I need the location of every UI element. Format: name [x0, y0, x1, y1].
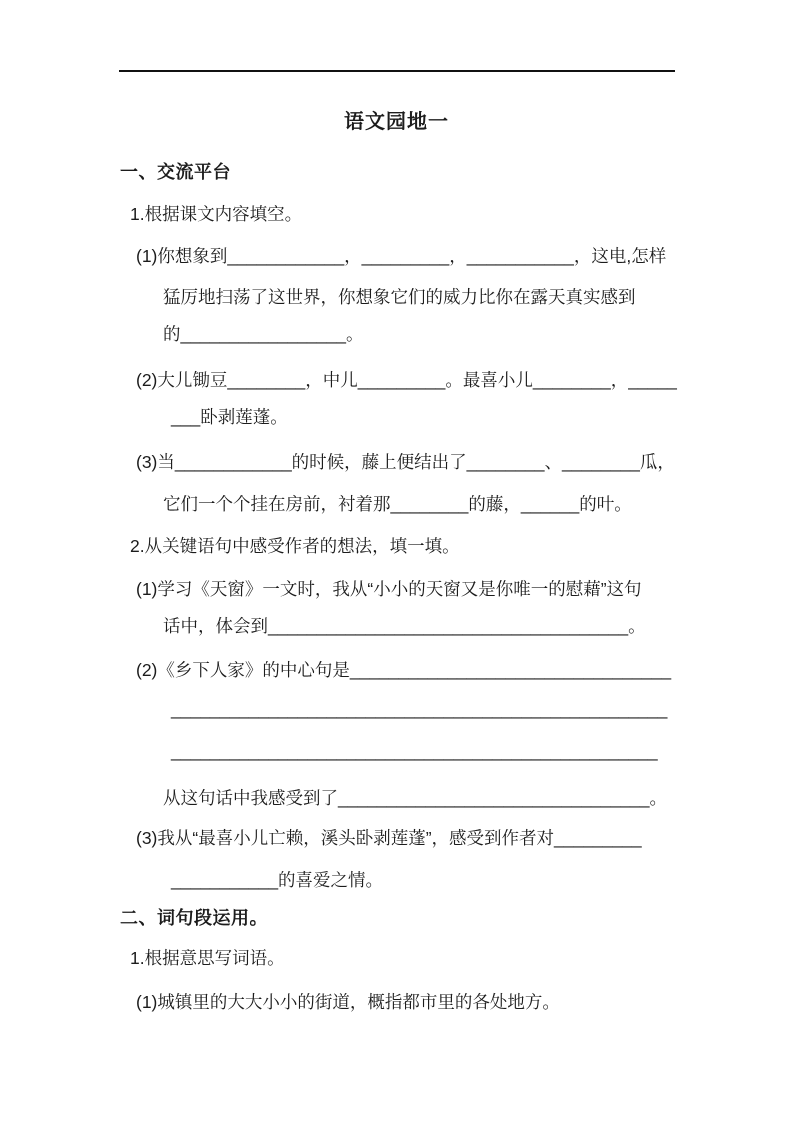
s1-q2-item-2-line-2: ___________________________________________________: [171, 699, 668, 719]
s1-q2-item-1-line-1: (1)学习《天窗》一文时，我从“小小的天窗又是你唯一的慰藉”这句: [136, 579, 642, 599]
s1-q2-prompt: 2.从关键语句中感受作者的想法，填一填。: [130, 536, 460, 556]
s1-q1-item-1-line-3: 的_________________。: [163, 324, 364, 344]
doc-title: 语文园地一: [344, 111, 449, 133]
s1-q1-item-1-line-1: (1)你想象到____________，_________，___________，这电,怎样: [136, 246, 667, 266]
s1-q2-item-2-line-1: (2)《乡下人家》的中心句是_________________________________: [136, 660, 672, 680]
section-1-heading: 一、交流平台: [120, 162, 231, 182]
s1-q1-item-3-line-1: (3)当____________的时候，藤上便结出了________、________瓜，: [136, 452, 675, 472]
top-rule: [119, 70, 675, 72]
s2-q1-item-1-line-1: (1)城镇里的大大小小的街道，概指都市里的各处地方。: [136, 992, 560, 1012]
s1-q2-item-3-line-2: ___________的喜爱之情。: [171, 870, 384, 890]
section-2-heading: 二、词句段运用。: [120, 908, 268, 928]
s1-q1-item-2-line-2: ___卧剥莲蓬。: [171, 407, 288, 427]
s1-q1-item-1-line-2: 猛厉地扫荡了这世界，你想象它们的威力比你在露天真实感到: [163, 287, 636, 307]
s1-q2-item-1-line-2: 话中，体会到_____________________________________。: [163, 616, 646, 636]
s2-q1-prompt: 1.根据意思写词语。: [130, 948, 285, 968]
s1-q2-item-2-line-4: 从这句话中我感受到了________________________________。: [163, 788, 667, 808]
s1-q1-prompt: 1.根据课文内容填空。: [130, 204, 303, 224]
s1-q2-item-3-line-1: (3)我从“最喜小儿亡赖，溪头卧剥莲蓬”，感受到作者对_________: [136, 828, 642, 848]
s1-q1-item-3-line-2: 它们一个个挂在房前，衬着那________的藤，______的叶。: [163, 494, 632, 514]
s1-q1-item-2-line-1: (2)大儿锄豆________，中儿_________。最喜小儿________，_____: [136, 370, 677, 390]
s1-q2-item-2-line-3: __________________________________________________: [171, 741, 658, 761]
